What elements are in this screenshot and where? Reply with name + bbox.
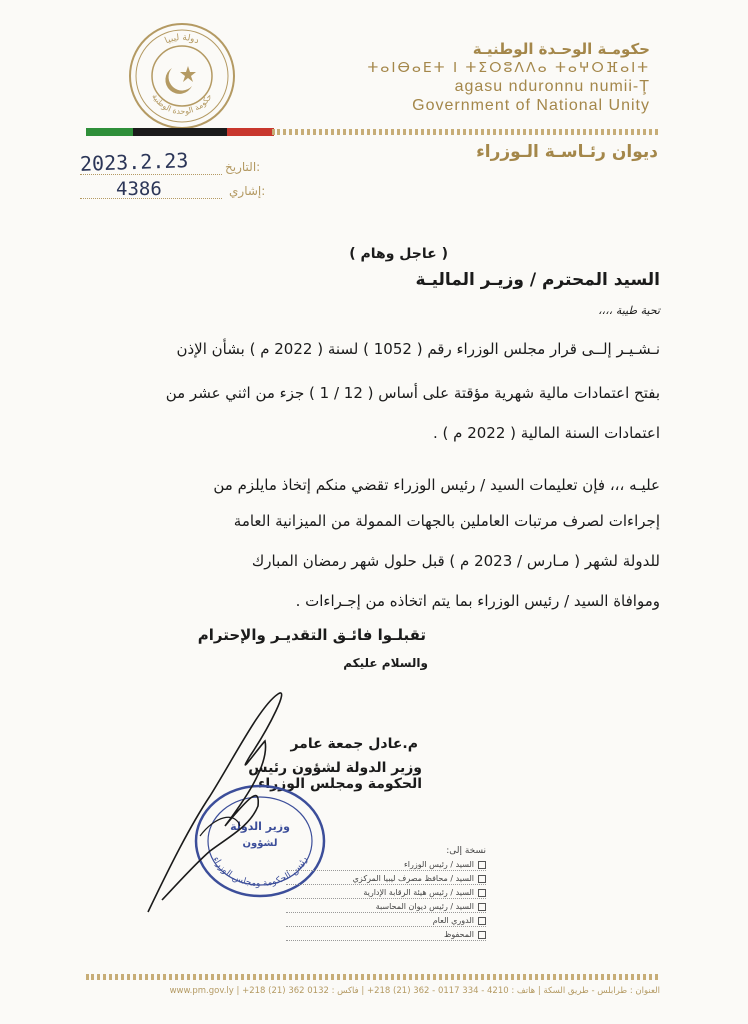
header-divider bbox=[272, 129, 658, 135]
stamp-line-2: لشؤون bbox=[242, 838, 278, 849]
date-label: التاريخ: bbox=[225, 160, 261, 174]
greeting-line: تحية طيبة ،،،، bbox=[598, 304, 660, 317]
date-underline bbox=[80, 174, 222, 175]
footer-contact-line: العنوان : طرابلس - طريق السكة | هاتف : 4210 - 334 0117 - 362 (21) 218+ | فاكس : 0132 362 (21) 218+ | www.pm.gov.ly bbox=[169, 986, 660, 996]
cc-item: السيد / محافظ مصرف ليبيا المركزي bbox=[286, 873, 486, 885]
gov-english-name: Government of National Unity bbox=[412, 97, 650, 114]
gov-arabic-name: حكومـة الوحـدة الوطنيـة bbox=[472, 40, 650, 58]
svg-text:حكومة الوحدة الوطنية bbox=[150, 92, 214, 116]
cc-item: الدوري العام bbox=[286, 915, 486, 927]
gov-berber-latin-name: agasu nduronnu numii-Ţ bbox=[454, 78, 650, 95]
reference-label: إشاري: bbox=[229, 184, 266, 198]
stamp-line-1: وزير الدولة bbox=[230, 820, 290, 833]
checkbox-icon bbox=[478, 861, 486, 869]
paragraph-line: اعتمادات السنة المالية ( 2022 م ) . bbox=[433, 424, 660, 442]
urgency-note: ( عاجل وهام ) bbox=[349, 246, 448, 262]
cc-item: السيد / رئيس هيئة الرقابة الإدارية bbox=[286, 887, 486, 899]
emblem-top-text: دولة ليبيا bbox=[163, 32, 201, 47]
office-name: ديوان رئـاسـة الـوزراء bbox=[476, 142, 658, 162]
checkbox-icon bbox=[478, 875, 486, 883]
cc-list bbox=[286, 846, 486, 943]
paragraph-line: عليـه ،،، فإن تعليمات السيد / رئيس الوزراء تقضي منكم إتخاذ مايلزم من bbox=[213, 476, 660, 494]
checkbox-icon bbox=[478, 931, 486, 939]
cc-heading: نسخة إلى: bbox=[446, 846, 486, 856]
stamp-ring-text: رئيس الحكومة ومجلس الوزراء bbox=[210, 855, 310, 890]
salutation-line: والسلام عليكم bbox=[343, 656, 428, 670]
cc-item: السيد / رئيس الوزراء bbox=[286, 859, 486, 871]
flag-color-bar bbox=[86, 128, 274, 136]
checkbox-icon bbox=[478, 889, 486, 897]
signatory-name: م.عادل جمعة عامر bbox=[290, 736, 418, 752]
paragraph-line: بفتح اعتمادات مالية شهرية مؤقتة على أساس ( 12 / 1 ) جزء من اثني عشر من bbox=[165, 384, 660, 402]
handwritten-signature bbox=[140, 686, 290, 916]
date-value: 2023.2.23 bbox=[79, 148, 189, 176]
paragraph-line: وموافاة السيد / رئيس الوزراء بما يتم اتخاذه من إجـراءات . bbox=[295, 592, 660, 610]
reference-underline bbox=[80, 198, 222, 199]
signatory-title: وزير الدولة لشؤون رئيس الحكومة ومجلس الوزراء bbox=[248, 760, 422, 792]
cc-item: المحفوظ bbox=[286, 929, 486, 941]
paragraph-line: نـشـيـر إلــى قرار مجلس الوزراء رقم ( 1052 ) لسنة ( 2022 م ) بشأن الإذن bbox=[176, 340, 660, 358]
checkbox-icon bbox=[478, 903, 486, 911]
reference-number: 4386 bbox=[116, 178, 162, 200]
emblem-bottom-text: حكومة الوحدة الوطنية bbox=[150, 92, 214, 117]
government-name-block bbox=[368, 40, 650, 114]
recipient-line: السيد المحترم / وزيـر الماليـة bbox=[415, 270, 660, 290]
footer-divider bbox=[86, 974, 658, 980]
gov-tifinagh-name: ⵜⴰⵏⴱⴰⴹⵜ ⵏ ⵜⵉⵔⵓⴷⴷⴰ ⵜⴰⵖⵔⴼⴰⵏⵜ bbox=[367, 60, 650, 76]
svg-text:دولة ليبيا bbox=[163, 33, 200, 46]
checkbox-icon bbox=[478, 917, 486, 925]
government-emblem-logo bbox=[126, 20, 238, 132]
paragraph-line: إجراءات لصرف مرتبات العاملين بالجهات الممولة من الميزانية العامة bbox=[233, 512, 660, 530]
cc-item: السيد / رئيس ديوان المحاسبة bbox=[286, 901, 486, 913]
paragraph-line: للدولة لشهر ( مـارس / 2023 م ) قبل حلول شهر رمضان المبارك bbox=[251, 552, 660, 570]
closing-line: تقبلـوا فائـق التقديـر والإحترام bbox=[197, 626, 426, 644]
